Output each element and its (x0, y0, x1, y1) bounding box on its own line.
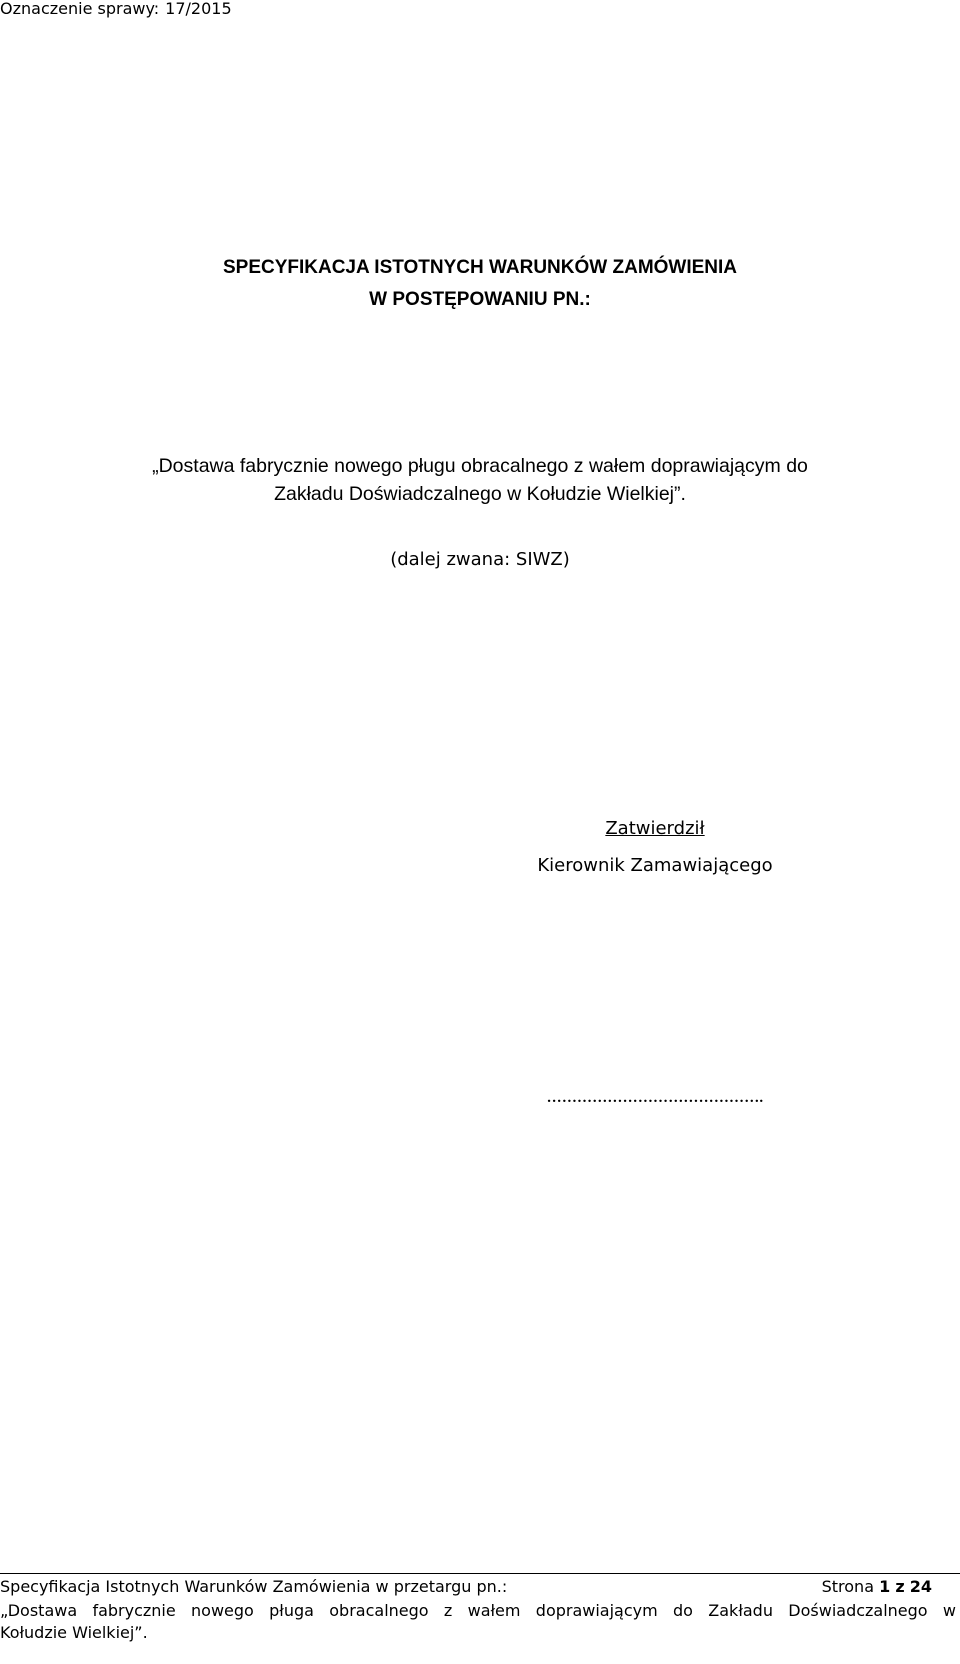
case-reference-number: 17/2015 (165, 0, 232, 18)
document-title-line-1: SPECYFIKACJA ISTOTNYCH WARUNKÓW ZAMÓWIENIA (222, 257, 738, 278)
page-total: 24 (909, 1577, 932, 1596)
document-title (0, 252, 960, 316)
footer-subject-line-2: Kołudzie Wielkiej”. (0, 1623, 148, 1642)
page-current: 1 (879, 1577, 891, 1596)
document-title-line-2: W POSTĘPOWANIU PN.: (369, 289, 591, 310)
signature-line: ……………………………………. (546, 1090, 764, 1106)
abbreviation-note: (dalej zwana: SIWZ) (390, 549, 570, 570)
procurement-subject (0, 452, 960, 508)
case-reference-label: Oznaczenie sprawy: (0, 0, 160, 18)
procurement-subject-line-1: „Dostawa fabrycznie nowego pługu obracalnego z wałem doprawiającym do (152, 455, 808, 477)
footer-document-name: Specyfikacja Istotnych Warunków Zamówienia w przetargu pn.: (0, 1577, 508, 1596)
page-separator: z (895, 1577, 905, 1596)
approved-label: Zatwierdził (605, 818, 705, 839)
footer-divider (0, 1573, 960, 1574)
footer-title-row (0, 1576, 932, 1598)
page-number (822, 1576, 932, 1598)
page-prefix: Strona (821, 1577, 874, 1596)
approver-role: Kierownik Zamawiającego (537, 855, 773, 876)
procurement-subject-line-2: Zakładu Doświadczalnego w Kołudzie Wielkiej”. (274, 483, 686, 505)
approval-block (490, 815, 820, 881)
case-reference (0, 0, 232, 18)
footer-subject-line-1: „Dostawa fabrycznie nowego pługa obracalnego z wałem doprawiającym do Zakładu Doświadczalnego w (0, 1601, 956, 1620)
